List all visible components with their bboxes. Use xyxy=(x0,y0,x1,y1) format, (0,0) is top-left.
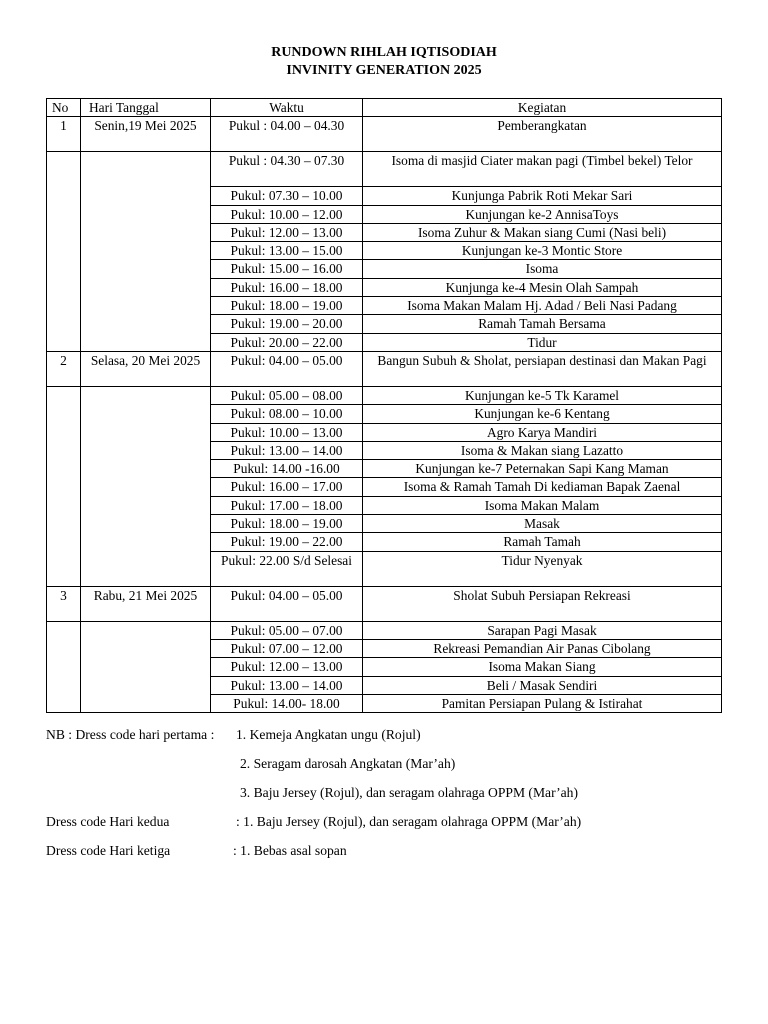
table-row xyxy=(47,152,722,187)
note-day3-label: Dress code Hari ketiga xyxy=(46,843,171,858)
activity-cell: Pamitan Persiapan Pulang & Istirahat xyxy=(363,694,722,712)
activity-cell: Masak xyxy=(363,515,722,533)
time-cell: Pukul: 07.00 – 12.00 xyxy=(211,639,363,657)
activity-cell: Ramah Tamah Bersama xyxy=(363,315,722,333)
time-cell: Pukul : 04.00 – 04.30 xyxy=(211,117,363,152)
empty-date-cell xyxy=(81,621,211,712)
time-cell: Pukul: 14.00 -16.00 xyxy=(211,460,363,478)
activity-cell: Pemberangkatan xyxy=(363,117,722,152)
rundown-table-body xyxy=(47,99,722,713)
activity-cell: Isoma Zuhur & Makan siang Cumi (Nasi beli) xyxy=(363,223,722,241)
activity-cell: Kunjungan ke-2 AnnisaToys xyxy=(363,205,722,223)
activity-cell: Kunjunga Pabrik Roti Mekar Sari xyxy=(363,187,722,205)
table-row xyxy=(47,386,722,404)
table-row xyxy=(47,586,722,621)
header-no: No xyxy=(47,99,81,117)
day-date: Rabu, 21 Mei 2025 xyxy=(81,586,211,621)
activity-cell: Agro Karya Mandiri xyxy=(363,423,722,441)
activity-cell: Kunjungan ke-6 Kentang xyxy=(363,405,722,423)
activity-cell: Isoma Makan Malam Hj. Adad / Beli Nasi Padang xyxy=(363,297,722,315)
day-date: Selasa, 20 Mei 2025 xyxy=(81,351,211,386)
header-row xyxy=(47,99,722,117)
activity-cell: Tidur xyxy=(363,333,722,351)
time-cell: Pukul: 19.00 – 22.00 xyxy=(211,533,363,551)
activity-cell: Kunjungan ke-7 Peternakan Sapi Kang Maman xyxy=(363,460,722,478)
rundown-table xyxy=(46,98,722,713)
time-cell: Pukul: 12.00 – 13.00 xyxy=(211,223,363,241)
time-cell: Pukul: 18.00 – 19.00 xyxy=(211,297,363,315)
time-cell: Pukul: 05.00 – 08.00 xyxy=(211,386,363,404)
note-day1-item1: 1. Kemeja Angkatan ungu (Rojul) xyxy=(236,727,421,742)
time-cell: Pukul: 15.00 – 16.00 xyxy=(211,260,363,278)
day-date: Senin,19 Mei 2025 xyxy=(81,117,211,152)
document-title-line-1: RUNDOWN RIHLAH IQTISODIAH xyxy=(271,45,497,60)
day-number: 1 xyxy=(47,117,81,152)
time-cell: Pukul : 04.30 – 07.30 xyxy=(211,152,363,187)
time-cell: Pukul: 16.00 – 18.00 xyxy=(211,278,363,296)
header-hari-tanggal: Hari Tanggal xyxy=(81,99,211,117)
time-cell: Pukul: 19.00 – 20.00 xyxy=(211,315,363,333)
empty-no-cell xyxy=(47,386,81,586)
time-cell: Pukul: 04.00 – 05.00 xyxy=(211,586,363,621)
empty-date-cell xyxy=(81,386,211,586)
activity-cell: Sarapan Pagi Masak xyxy=(363,621,722,639)
time-cell: Pukul: 10.00 – 13.00 xyxy=(211,423,363,441)
time-cell: Pukul: 05.00 – 07.00 xyxy=(211,621,363,639)
header-waktu: Waktu xyxy=(211,99,363,117)
activity-cell: Isoma di masjid Ciater makan pagi (Timbel bekel) Telor xyxy=(363,152,722,187)
time-cell: Pukul: 12.00 – 13.00 xyxy=(211,658,363,676)
empty-date-cell xyxy=(81,152,211,352)
time-cell: Pukul: 20.00 – 22.00 xyxy=(211,333,363,351)
time-cell: Pukul: 16.00 – 17.00 xyxy=(211,478,363,496)
activity-cell: Kunjungan ke-5 Tk Karamel xyxy=(363,386,722,404)
note-day1-item3: 3. Baju Jersey (Rojul), dan seragam olahraga OPPM (Mar’ah) xyxy=(240,785,578,800)
note-day1-item2: 2. Seragam darosah Angkatan (Mar’ah) xyxy=(240,756,456,771)
note-day2-label: Dress code Hari kedua xyxy=(46,814,170,829)
day-number: 3 xyxy=(47,586,81,621)
activity-cell: Beli / Masak Sendiri xyxy=(363,676,722,694)
activity-cell: Rekreasi Pemandian Air Panas Cibolang xyxy=(363,639,722,657)
time-cell: Pukul: 07.30 – 10.00 xyxy=(211,187,363,205)
table-row xyxy=(47,351,722,386)
activity-cell: Tidur Nyenyak xyxy=(363,551,722,586)
activity-cell: Isoma & Ramah Tamah Di kediaman Bapak Zaenal xyxy=(363,478,722,496)
note-day2-item: : 1. Baju Jersey (Rojul), dan seragam olahraga OPPM (Mar’ah) xyxy=(236,814,582,829)
table-row xyxy=(47,621,722,639)
activity-cell: Kunjungan ke-3 Montic Store xyxy=(363,242,722,260)
time-cell: Pukul: 14.00- 18.00 xyxy=(211,694,363,712)
activity-cell: Kunjunga ke-4 Mesin Olah Sampah xyxy=(363,278,722,296)
time-cell: Pukul: 17.00 – 18.00 xyxy=(211,496,363,514)
activity-cell: Isoma & Makan siang Lazatto xyxy=(363,441,722,459)
note-day1-label: NB : Dress code hari pertama : xyxy=(46,727,215,742)
empty-no-cell xyxy=(47,621,81,712)
time-cell: Pukul: 22.00 S/d Selesai xyxy=(211,551,363,586)
time-cell: Pukul: 10.00 – 12.00 xyxy=(211,205,363,223)
document-title-line-2: INVINITY GENERATION 2025 xyxy=(286,63,482,78)
time-cell: Pukul: 13.00 – 15.00 xyxy=(211,242,363,260)
time-cell: Pukul: 13.00 – 14.00 xyxy=(211,441,363,459)
activity-cell: Isoma Makan Malam xyxy=(363,496,722,514)
table-row xyxy=(47,117,722,152)
header-kegiatan: Kegiatan xyxy=(363,99,722,117)
day-number: 2 xyxy=(47,351,81,386)
empty-no-cell xyxy=(47,152,81,352)
time-cell: Pukul: 13.00 – 14.00 xyxy=(211,676,363,694)
activity-cell: Isoma Makan Siang xyxy=(363,658,722,676)
time-cell: Pukul: 04.00 – 05.00 xyxy=(211,351,363,386)
time-cell: Pukul: 18.00 – 19.00 xyxy=(211,515,363,533)
activity-cell: Bangun Subuh & Sholat, persiapan destinasi dan Makan Pagi xyxy=(363,351,722,386)
time-cell: Pukul: 08.00 – 10.00 xyxy=(211,405,363,423)
activity-cell: Sholat Subuh Persiapan Rekreasi xyxy=(363,586,722,621)
activity-cell: Isoma xyxy=(363,260,722,278)
note-day3-item: : 1. Bebas asal sopan xyxy=(233,843,347,858)
activity-cell: Ramah Tamah xyxy=(363,533,722,551)
